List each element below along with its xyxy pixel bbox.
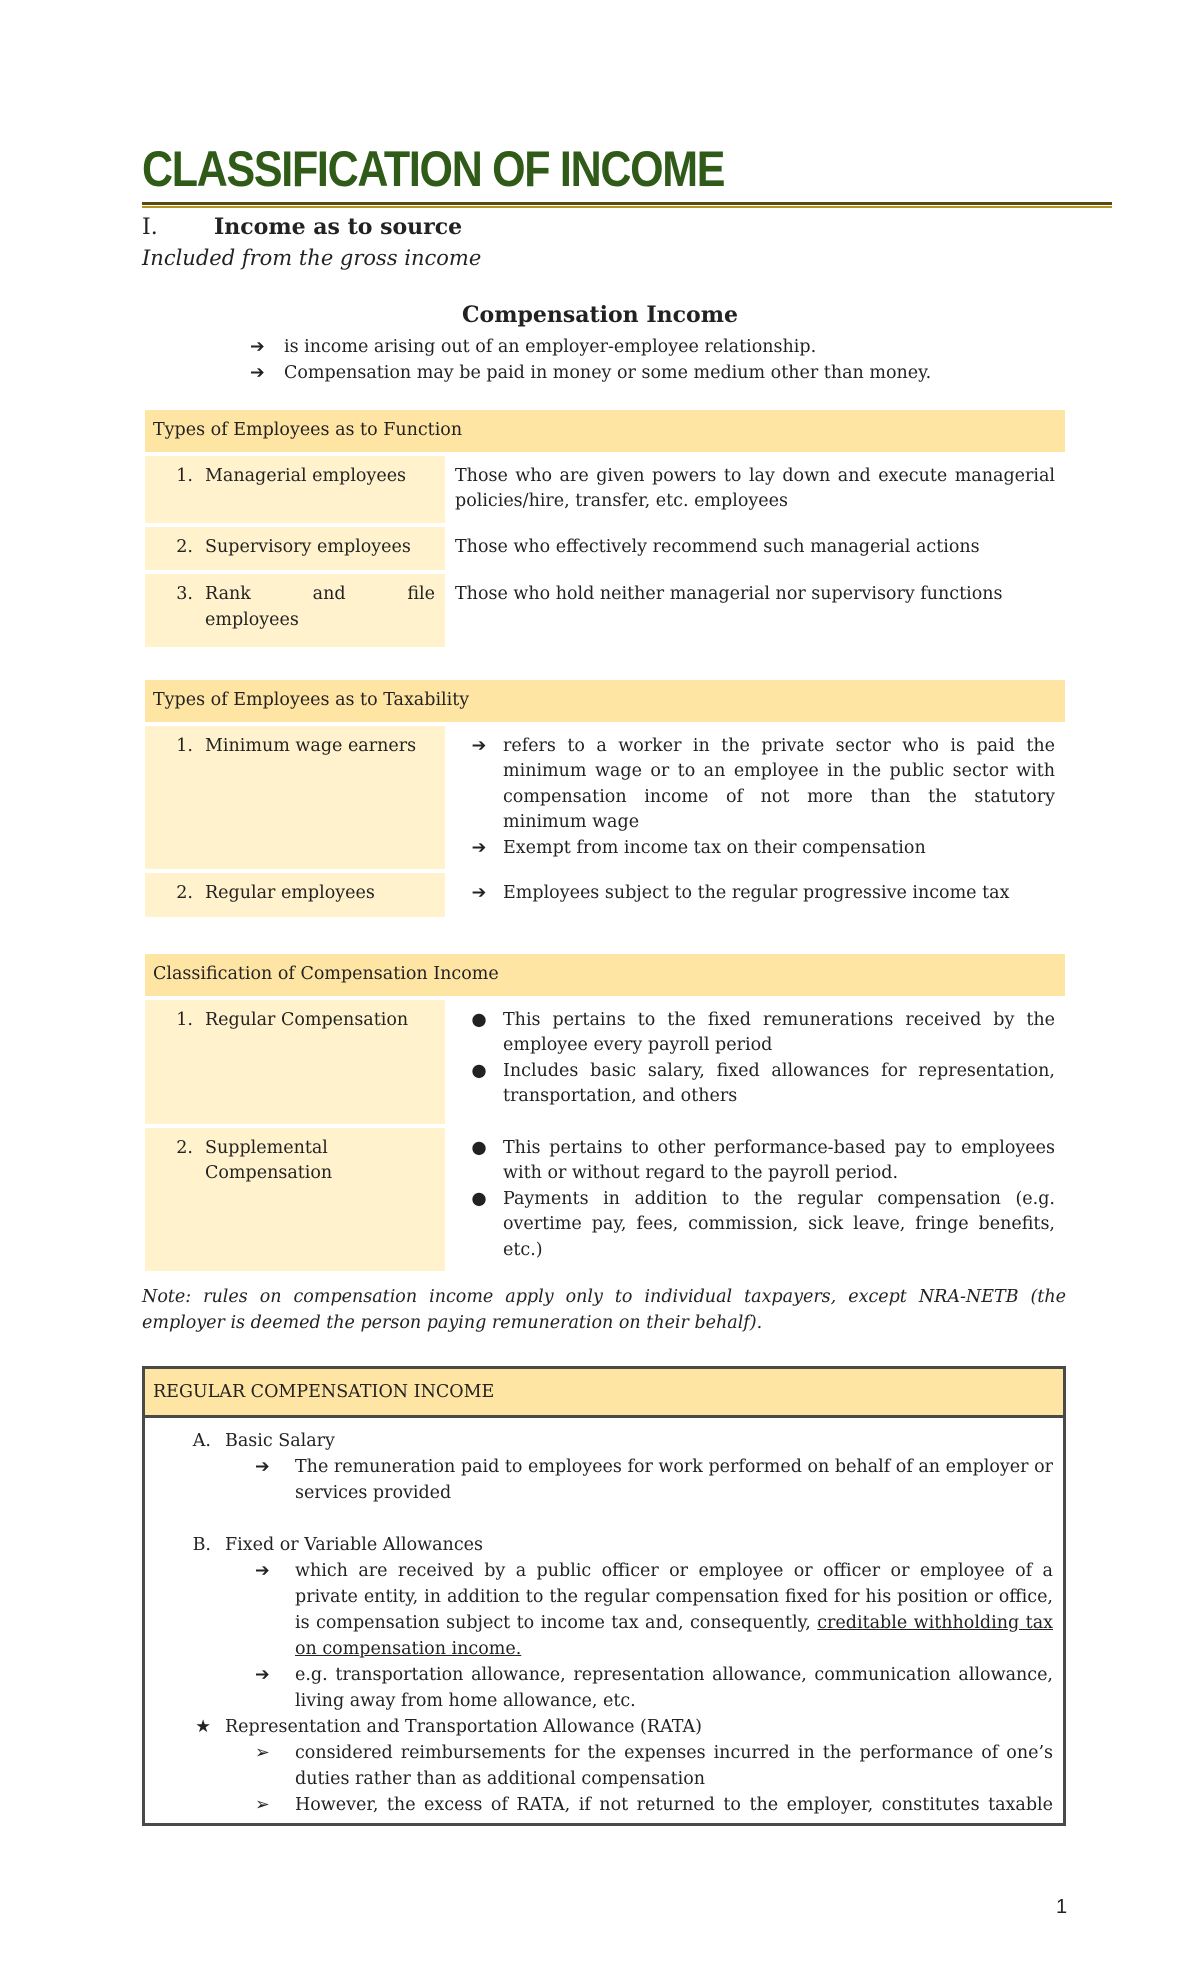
- list-item: ➔ which are received by a public officer or employee or officer or employee of a private entity, in addition to the regular compensation fixed for his position or office, is compensation subject to income tax and, consequently, creditable withholding tax on compensation income.: [145, 1558, 1053, 1662]
- title-rule: [142, 202, 1112, 205]
- bullet-icon: ●: [471, 1060, 487, 1081]
- list-item: ➔ e.g. transportation allowance, representation allowance, communication allowance, living away from home allowance, etc.: [145, 1662, 1053, 1714]
- arrow-icon: ➔: [250, 337, 265, 357]
- list-item: ● Includes basic salary, fixed allowances for representation, transportation, and others: [455, 1059, 1055, 1110]
- compensation-note: Note: rules on compensation income apply only to individual taxpayers, except NRA-NETB (the employer is deemed the person paying remuneration on their behalf).: [142, 1287, 1066, 1333]
- page-title: CLASSIFICATION OF INCOME: [142, 141, 725, 197]
- list-item: ● This pertains to other performance-based pay to employees with or without regard to the payroll period.: [455, 1136, 1055, 1187]
- table-header: Types of Employees as to Taxability: [145, 680, 1065, 726]
- list-item: ➔ Employees subject to the regular progressive income tax: [455, 881, 1055, 907]
- regular-compensation-box: [142, 1366, 1066, 1826]
- chevron-icon: ➢: [255, 1743, 270, 1763]
- function-table: [145, 410, 1065, 651]
- list-item: ● This pertains to the fixed remunerations received by the employee every payroll period: [455, 1008, 1055, 1059]
- compensation-title: Compensation Income: [462, 302, 738, 328]
- list-item: ➔ is income arising out of an employer-employee relationship.: [250, 334, 931, 360]
- box-header: REGULAR COMPENSATION INCOME: [145, 1369, 1063, 1418]
- list-item: ➔ Exempt from income tax on their compensation: [455, 836, 1055, 862]
- list-item: B. Fixed or Variable Allowances: [192, 1535, 483, 1555]
- list-item: ★ Representation and Transportation Allowance (RATA): [145, 1714, 1053, 1740]
- section-subtitle: Included from the gross income: [142, 246, 482, 270]
- arrow-icon: ➔: [255, 1457, 270, 1477]
- chevron-icon: ➢: [255, 1795, 270, 1815]
- arrow-icon: ➔: [255, 1561, 270, 1581]
- list-item: ➢ However, the excess of RATA, if not returned to the employer, constitutes taxable: [145, 1792, 1053, 1818]
- list-item: ➔ Compensation may be paid in money or some medium other than money.: [250, 360, 931, 386]
- arrow-icon: ➔: [250, 363, 265, 383]
- section-heading: [142, 214, 462, 240]
- table-row: 2. Regular employees ➔ Employees subject to the regular progressive income tax: [145, 873, 1065, 921]
- table-row: 1. Regular Compensation ● This pertains to the fixed remunerations received by the employee every payroll period ● Includes basic salary, fixed allowances for representation, transportation, and others: [145, 1000, 1065, 1128]
- table-row: 1. Minimum wage earners ➔ refers to a worker in the private sector who is paid the minimum wage or to an employee in the public sector with compensation income of not more than the statutory minimum wage ➔ Exempt from income tax on their compensation: [145, 726, 1065, 874]
- list-item: ➔ refers to a worker in the private sector who is paid the minimum wage or to an employee in the public sector with compensation income of not more than the statutory minimum wage: [455, 734, 1055, 836]
- arrow-icon: ➔: [255, 1665, 270, 1685]
- list-item: ● Payments in addition to the regular compensation (e.g. overtime pay, fees, commission, sick leave, fringe benefits, etc.): [455, 1187, 1055, 1264]
- star-icon: ★: [195, 1717, 211, 1737]
- table-row: 3. Rank and file employees Those who hold neither managerial nor supervisory functions: [145, 574, 1065, 651]
- bullet-icon: ●: [471, 1188, 487, 1209]
- arrow-icon: ➔: [471, 883, 487, 903]
- list-item: ➔ The remuneration paid to employees for work performed on behalf of an employer or services provided: [145, 1454, 1053, 1506]
- table-row: 2. Supplemental Compensation ● This pertains to other performance-based pay to employees with or without regard to the payroll period. ● Payments in addition to the regular compensation (e.g. overtime pay, fees, commission, sick leave, fringe benefits, etc.): [145, 1128, 1065, 1276]
- title-rule-accent: [142, 206, 1112, 208]
- table-row: 2. Supervisory employees Those who effectively recommend such managerial actions: [145, 527, 1065, 575]
- table-header: Types of Employees as to Function: [145, 410, 1065, 456]
- section-number: I.: [142, 215, 158, 240]
- section-heading-text: Income as to source: [214, 214, 463, 240]
- compensation-bullets: [250, 334, 931, 386]
- arrow-icon: ➔: [471, 837, 487, 858]
- list-item: ➢ considered reimbursements for the expenses incurred in the performance of one’s duties rather than as additional compensation: [145, 1740, 1053, 1792]
- bullet-icon: ●: [471, 1009, 487, 1030]
- page-number: 1: [1056, 1896, 1068, 1918]
- table-header: Classification of Compensation Income: [145, 954, 1065, 1000]
- classification-table: [145, 954, 1065, 1275]
- table-row: 1. Managerial employees Those who are given powers to lay down and execute managerial policies/hire, transfer, etc. employees: [145, 456, 1065, 527]
- bullet-icon: ●: [471, 1137, 487, 1158]
- list-item: A. Basic Salary: [192, 1431, 335, 1451]
- arrow-icon: ➔: [471, 735, 487, 756]
- taxability-table: [145, 680, 1065, 921]
